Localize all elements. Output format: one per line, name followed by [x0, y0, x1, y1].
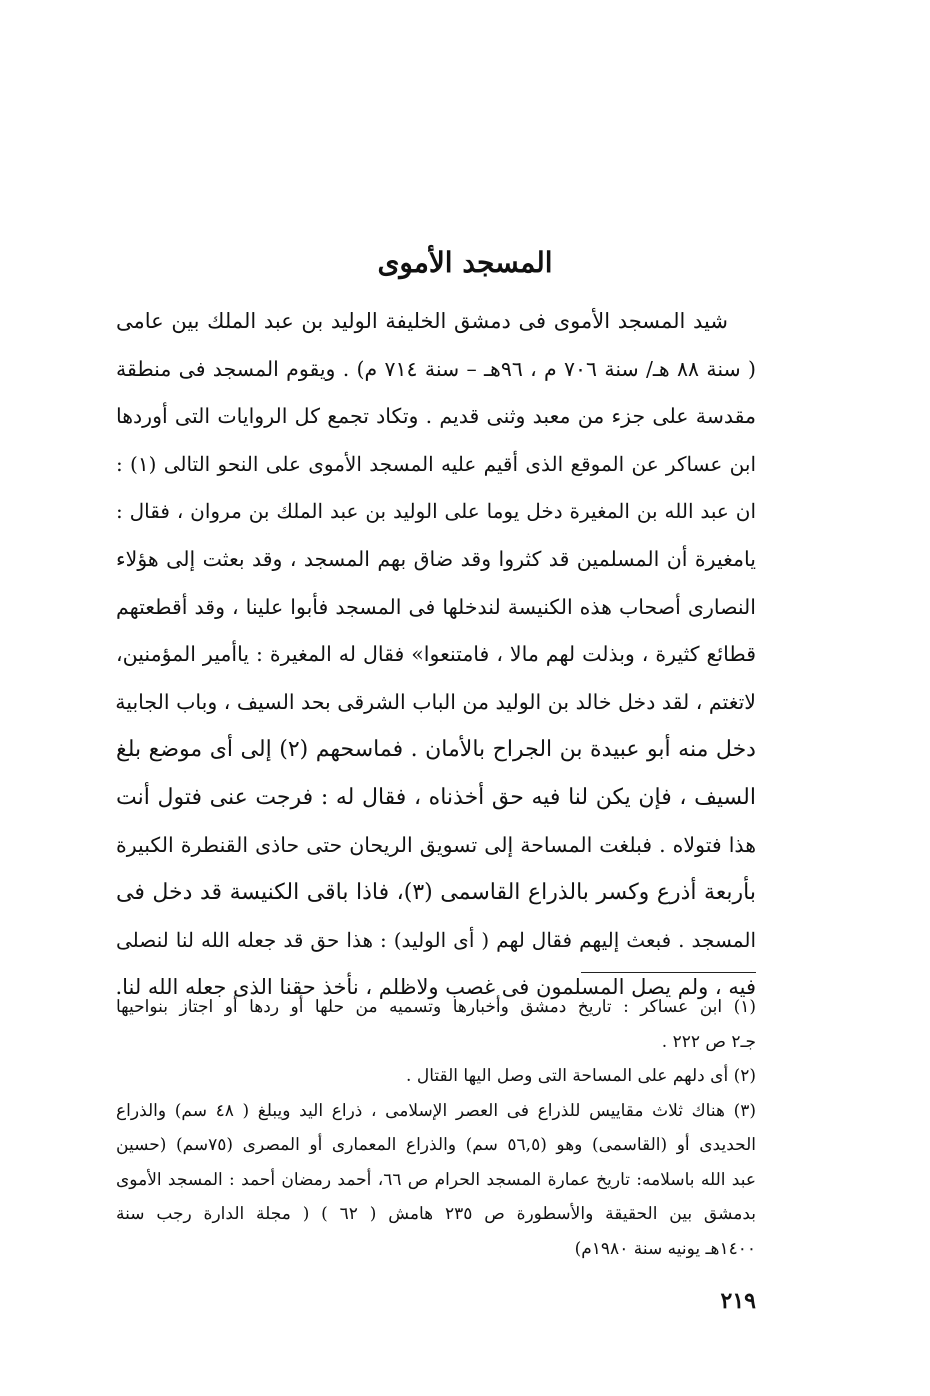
paragraph-line: النصارى أصحاب هذه الكنيسة لندخلها فى المسجد فأبوا علينا ، وقد أقطعتهم	[116, 594, 756, 619]
paragraph-line: شيد المسجد الأموى فى دمشق الخليفة الوليد بن عبد الملك بين عامى	[116, 309, 728, 333]
paragraph-line: لاتغتم ، لقد دخل خالد بن الوليد من الباب الشرقى بحد السيف ، وباب الجابية	[115, 689, 756, 714]
footnote-line: الحديدى أو (القاسمى) وهو (٥٦,٥ سم) والذراع المعمارى أو المصرى (٧٥سم) (حسين	[116, 1135, 756, 1155]
footnote-line: (٢) أى دلهم على المساحة التى وصل اليها القتال .	[406, 1066, 756, 1086]
main-paragraph	[116, 298, 756, 1012]
paragraph-line: السيف ، فإن يكن لنا فيه حق أخذناه ، فقال له : فرجت عنى فتول أنت	[116, 784, 756, 810]
paragraph-line: فيه ، ولم يصل المسلمون فى غصب ولاظلم ، نأخذ حقنا الذى جعله الله لنا.	[115, 975, 756, 1000]
paragraph-line: هذا فتولاه . فبلغت المساحة إلى تسويق الريحان حتى حاذى القنطرة الكبيرة	[116, 832, 756, 857]
footnote-separator	[581, 972, 756, 973]
page-number: ٢١٩	[720, 1288, 756, 1314]
paragraph-line: يامغيرة أن المسلمين قد كثروا وقد ضاق بهم المسجد ، وقد بعثت إلى هؤلاء	[116, 546, 756, 571]
footnote-line: بدمشق بين الحقيقة والأسطورة ص ٢٣٥ هامش ( ٦٢ ) ( مجلة الدارة رجب سنة	[116, 1204, 756, 1224]
footnotes	[116, 990, 756, 1266]
paragraph-line: ان عبد الله بن المغيرة دخل يوما على الوليد بن عبد الملك بن مروان ، فقال :	[116, 499, 756, 524]
paragraph-line: المسجد . فبعث إليهم فقال لهم ( أى الوليد) : هذا حق قد جعله الله لنا لنصلى	[116, 927, 756, 952]
paragraph-line: بأربعة أذرع وكسر بالذراع القاسمى (٣)، فاذا باقى الكنيسة قد دخل فى	[116, 880, 757, 906]
footnote-line: جـ٢ ص ٢٢٢ .	[661, 1031, 756, 1052]
page-title: المسجد الأموى	[377, 245, 553, 279]
paragraph-line: مقدسة على جزء من معبد وثنى قديم . وتكاد تجمع كل الروايات التى أوردها	[116, 404, 756, 429]
footnote-line: ١٤٠٠هـ يونيه سنة ١٩٨٠م)	[574, 1238, 756, 1259]
paragraph-line: ( سنة ٨٨ هـ/ سنة ٧٠٦ م ، ٩٦هـ – سنة ٧١٤ م) . ويقوم المسجد فى منطقة	[116, 356, 756, 381]
paragraph-line: ابن عساكر عن الموقع الذى أقيم عليه المسجد الأموى على النحو التالى (١) :	[116, 451, 757, 476]
paragraph-line: دخل منه أبو عبيدة بن الجراح بالأمان . فماسحهم (٢) إلى أى موضع بلغ	[116, 737, 756, 763]
footnote-line: (١) ابن عساكر : تاريخ دمشق وأخبارها وتسميه من حلها أو ردها أو اجتاز بنواحيها	[116, 997, 756, 1017]
paragraph-line: قطائع كثيرة ، وبذلت لهم مالا ، فامتنعوا» فقال له المغيرة : ياأمير المؤمنين،	[116, 642, 756, 667]
footnote-line: عبد الله باسلامه: تاريخ عمارة المسجد الحرام ص ٦٦، أحمد رمضان أحمد : المسجد الأموى	[116, 1169, 757, 1190]
footnote-line: (٣) هناك ثلاث مقاييس للذراع فى العصر الإسلامى ، ذراع اليد ويبلغ ( ٤٨ سم) والذراع	[116, 1100, 756, 1121]
